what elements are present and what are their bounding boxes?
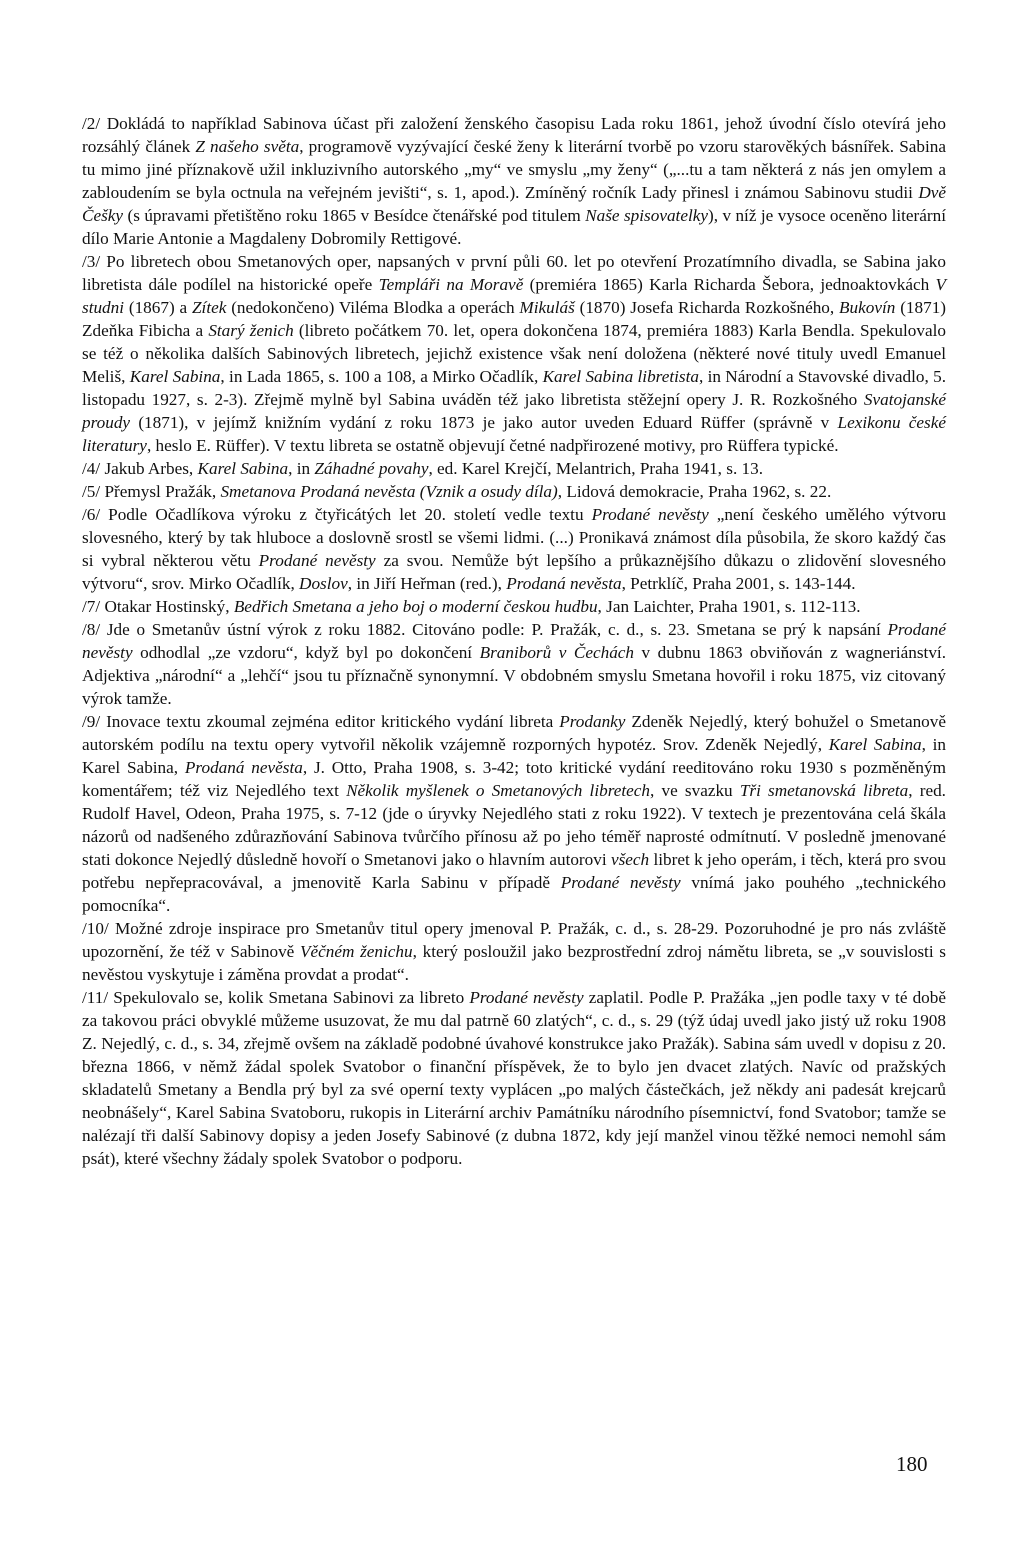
footnote-5 [82, 480, 946, 503]
text-run: , in Lada 1865, s. 100 a 108, a Mirko Očadlík, [220, 367, 543, 386]
footnote-3 [82, 250, 946, 457]
text-run: (1871) Zdeňka Fibicha a [82, 298, 947, 340]
italic-title: Bukovín [839, 298, 896, 317]
text-run: /11/ Spekulovalo se, kolik Smetana Sabinovi za libreto [82, 988, 470, 1007]
text-run: , heslo E. Rüffer). V textu libreta se ostatně objevují četné nadpřirozené motivy, pro Rüffera typické. [146, 436, 839, 455]
text-run: (nedokončeno) Viléma Blodka a operách [226, 298, 520, 317]
text-run: odhodlal „ze vzdoru“, když byl po dokončení [132, 643, 480, 662]
italic-title: Bedřich Smetana a jeho boj o moderní českou hudbu [233, 597, 598, 616]
text-run: /6/ Podle Očadlíkova výroku z čtyřicátých let 20. století vedle textu [82, 505, 592, 524]
italic-title: Prodané nevěsty [82, 620, 946, 662]
italic-title: Lexikonu české literatury [82, 413, 946, 455]
footnote-10 [82, 917, 946, 986]
text-run: /8/ Jde o Smetanův ústní výrok z roku 1882. Citováno podle: P. Pražák, c. d., s. 23. Smetana se prý k napsání [82, 620, 888, 639]
italic-title: Braniborů v Čechách [479, 643, 635, 662]
italic-title: Prodanky [559, 712, 626, 731]
text-run: za svou. Nemůže být lepšího a průkaznějšího důkazu o zlidovění slovesného výtvoru“, srov. Mirko Očadlík, [82, 551, 946, 593]
text-run: /9/ Inovace textu zkoumal zejména editor kritického vydání libreta [82, 712, 560, 731]
text-run: , Petrklíč, Praha 2001, s. 143-144. [621, 574, 856, 593]
footnote-7 [82, 595, 946, 618]
italic-title: Dvě Češky [82, 183, 946, 225]
italic-title: Karel Sabina [197, 459, 289, 478]
text-run: /5/ Přemysl Pražák, [82, 482, 221, 501]
text-run: (1867) a [124, 298, 192, 317]
text-run: , ve svazku [650, 781, 740, 800]
italic-title: Karel Sabina libretista [542, 367, 699, 386]
text-run: /2/ Dokládá to například Sabinova účast při založení ženského časopisu Lada roku 1861, jehož úvodní číslo otevírá jeho rozsáhlý článek [82, 114, 946, 156]
text-run: , in [288, 459, 315, 478]
text-run: , ed. Karel Krejčí, Melantrich, Praha 1941, s. 13. [428, 459, 764, 478]
text-run: , red. Rudolf Havel, Odeon, Praha 1975, s. 7-12 (jde o úryvky Nejedlého stati z roku 1922). V textech je prezentována celá škála názorů od nadšeného zdůrazňování Sabinova tvůrčího přínosu až po jeho téměř naprosté odmítnutí. V posledně jmenované stati dokonce Nejedlý důsledně hovoří o Smetanovi jako o hlavním autorovi [82, 781, 946, 869]
text-run: /7/ Otakar Hostinský, [82, 597, 234, 616]
footnote-4 [82, 457, 946, 480]
italic-title: Věčném ženichu [300, 942, 413, 961]
italic-title: Prodaná nevěsta [506, 574, 622, 593]
text-run: v dubnu 1863 obviňován z wagneriánství. Adjektiva „národní“ a „lehčí“ jsou tu příznačně synonymní. V obdobném smyslu Smetana hovořil i roku 1875, viz citovaný výrok tamže. [82, 643, 946, 708]
text-run: , Lidová demokracie, Praha 1962, s. 22. [557, 482, 832, 501]
italic-title: Prodané nevěsty [258, 551, 376, 570]
text-run: ), v níž je vysoce oceněno literární dílo Marie Antonie a Magdaleny Dobromily Rettigové. [82, 206, 946, 248]
italic-title: V studni [82, 275, 947, 317]
text-run: (s úpravami přetištěno roku 1865 v Besídce čtenářské pod titulem [123, 206, 586, 225]
footnote-9 [82, 710, 946, 917]
italic-title: Naše spisovatelky [585, 206, 708, 225]
text-run: /3/ Po libretech obou Smetanových oper, napsaných v první půli 60. let po otevření Prozatímního divadla, se Sabina jako libretista dále podílel na historické opeře [82, 252, 946, 294]
text-run: „není českého umělého výtvoru slovesného, který by tak hluboce a doslovně srostl se všemi lidmi. (...) Pronikavá známost díla působila, že skoro každý čas si vybral některou větu [82, 505, 946, 570]
text-run: /10/ Možné zdroje inspirace pro Smetanův titul opery jmenoval P. Pražák, c. d., s. 28-29. Pozoruhodné je pro nás zvláště upozornění, že též v Sabinově [82, 919, 946, 961]
text-run: (1870) Josefa Richarda Rozkošného, [574, 298, 840, 317]
italic-title: Svatojanské proudy [82, 390, 946, 432]
italic-title: Smetanova Prodaná nevěsta (Vznik a osudy díla) [220, 482, 558, 501]
italic-title: Templáři na Moravě [378, 275, 524, 294]
footnotes-block [82, 112, 946, 1170]
text-run: (libreto počátkem 70. let, opera dokončena 1874, premiéra 1883) Karla Bendla. Spekulovalo se též o několika dalších Sabinových libretech, jejichž existence však není doložena (některé nové tituly uvedl Emanuel Meliš, [82, 321, 946, 386]
text-run: vnímá jako pouhého „technického pomocníka“. [82, 873, 946, 915]
footnote-11 [82, 986, 946, 1170]
text-run: , in Karel Sabina, [82, 735, 946, 777]
text-run: (premiéra 1865) Karla Richarda Šebora, jednoaktovkách [523, 275, 936, 294]
footnote-2 [82, 112, 946, 250]
footnote-8 [82, 618, 946, 710]
italic-title: všech [610, 850, 650, 869]
text-run: , in Národní a Stavovské divadlo, 5. listopadu 1927, s. 2-3). Zřejmě mylně byl Sabina uváděn též jako libretista stěžejní opery J. R. Rozkošného [82, 367, 947, 409]
italic-title: Tři smetanovská libreta [739, 781, 909, 800]
text-run: , programově vyzývající české ženy k literární tvorbě po vzoru starověkých básnířek. Sabina tu mimo jiné příznakově užil inkluzivního autorského „my“ ve smyslu „my ženy“ („...tu a tam některá z nás jen omylem a zabloudením se byla octnula na veřejném jevišti“, s. 1, apod.). Zmíněný ročník Lady přinesl i známou Sabinovu studii [82, 137, 946, 202]
text-run: , in Jiří Heřman (red.), [347, 574, 507, 593]
italic-title: Karel Sabina [129, 367, 221, 386]
italic-title: Z našeho světa [195, 137, 300, 156]
text-run: libret k jeho operám, i těch, která pro svou potřebu nepřepracovával, a jmenovitě Karla Sabinu v případě [82, 850, 946, 892]
text-run: (1871), v jejímž knižním vydání z roku 1873 je jako autor uveden Eduard Rüffer (správně v [130, 413, 838, 432]
text-run: /4/ Jakub Arbes, [82, 459, 198, 478]
italic-title: Několik myšlenek o Smetanových libretech [346, 781, 651, 800]
italic-title: Zítek [192, 298, 227, 317]
text-run: Zdeněk Nejedlý, který bohužel o Smetanově autorském podílu na textu opery vytvořil několik vzájemně rozporných hypotéz. Srov. Zdeněk Nejedlý, [82, 712, 946, 754]
italic-title: Starý ženich [208, 321, 294, 340]
page-number: 180 [896, 1452, 928, 1476]
italic-title: Doslov [299, 574, 348, 593]
italic-title: Mikuláš [519, 298, 575, 317]
italic-title: Prodané nevěsty [469, 988, 584, 1007]
text-run: , který posloužil jako bezprostřední zdroj námětu libreta, se „v souvislosti s nevěstou vyskytuje i záměna provdat a prodat“. [82, 942, 946, 984]
italic-title: Prodané nevěsty [560, 873, 681, 892]
text-run: , J. Otto, Praha 1908, s. 3-42; toto kritické vydání reeditováno roku 1930 s pozměněným komentářem; též viz Nejedlého text [82, 758, 946, 800]
text-run: zaplatil. Podle P. Pražáka „jen podle taxy v té době za takovou práci obvyklé můžeme usuzovat, že mu dal patrně 60 zlatých“, c. d., s. 29 (týž údaj uvedl jako jistý už roku 1908 Z. Nejedlý, c. d., s. 34, zřejmě ovšem na základě podobné úvahové konstrukce jako Pražák). Sabina sám uvedl v dopisu z 20. března 1866, v němž žádal spolek Svatobor o finanční příspěvek, že to bylo jen dvacet zlatých. Navíc od pražských skladatelů Smetany a Bendla prý byl za své operní texty vyplácen „po malých částečkách, jež někdy ani padesát krejcarů neobnášely“, Karel Sabina Svatoboru, rukopis in Literární archiv Památníku národního písemnictví, fond Svatobor; tamže se nalézají tři další Sabinovy dopisy a jeden Josefy Sabinové (z dubna 1872, kdy její manžel vinou těžké nemoci nemohl sám psát), které všechny žádaly spolek Svatobor o podporu. [82, 988, 946, 1168]
text-run: , Jan Laichter, Praha 1901, s. 112-113. [597, 597, 861, 616]
italic-title: Prodaná nevěsta [184, 758, 303, 777]
italic-title: Karel Sabina [828, 735, 922, 754]
footnote-6 [82, 503, 946, 595]
italic-title: Prodané nevěsty [591, 505, 709, 524]
italic-title: Záhadné povahy [314, 459, 429, 478]
